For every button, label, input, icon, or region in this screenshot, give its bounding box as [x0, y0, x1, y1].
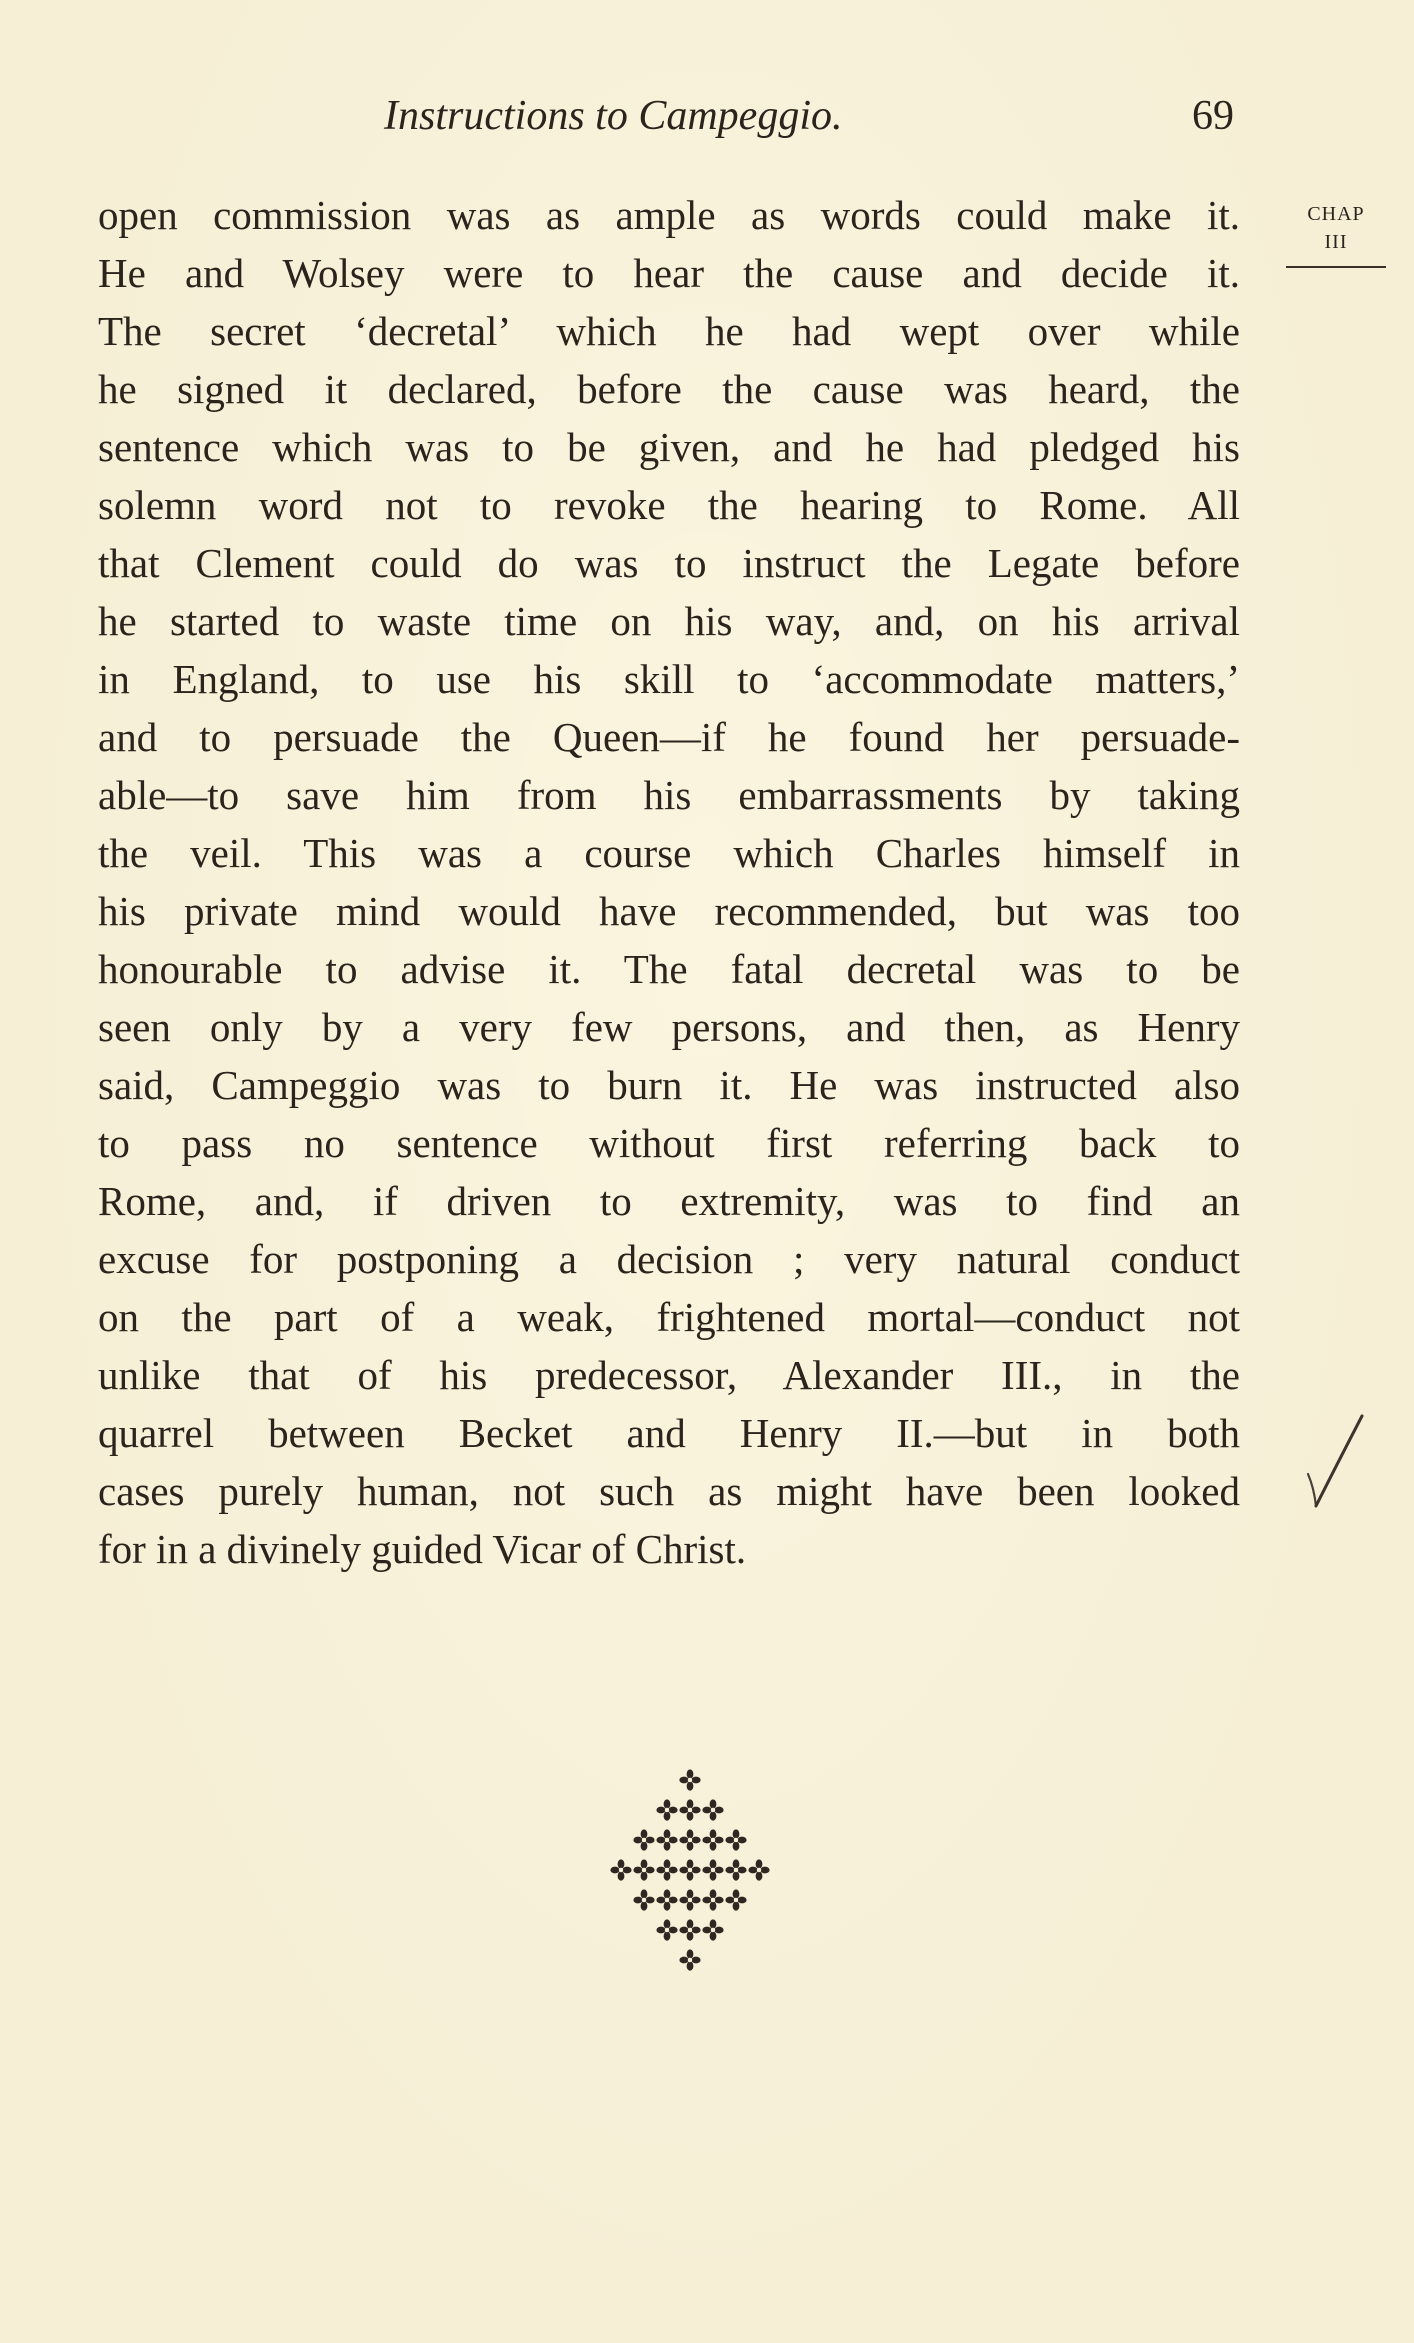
- pencil-check-mark-icon: [1304, 1410, 1374, 1510]
- fleuron-icon: [679, 1889, 700, 1910]
- chapter-marker: [1286, 202, 1386, 268]
- text-line: the veil. This was a course which Charles himself in: [98, 830, 1240, 876]
- fleuron-icon: [633, 1829, 654, 1850]
- text-line: that Clement could do was to instruct the Legate before: [98, 540, 1240, 586]
- text-line: for in a divinely guided Vicar of Christ.: [98, 1526, 747, 1572]
- fleuron-icon: [656, 1859, 677, 1880]
- text-line: in England, to use his skill to ‘accommodate matters,’: [98, 656, 1240, 702]
- text-line: his private mind would have recommended, but was too: [98, 888, 1240, 934]
- text-line: and to persuade the Queen—if he found her persuade-: [98, 714, 1240, 760]
- text-line: quarrel between Becket and Henry II.—but in both: [98, 1410, 1240, 1456]
- fleuron-icon: [633, 1889, 654, 1910]
- fleuron-icon: [725, 1859, 746, 1880]
- text-line: honourable to advise it. The fatal decretal was to be: [98, 946, 1240, 992]
- body-text: [98, 186, 1240, 1578]
- fleuron-icon: [656, 1799, 677, 1820]
- text-line: sentence which was to be given, and he had pledged his: [98, 424, 1240, 470]
- text-line: excuse for postponing a decision ; very natural conduct: [98, 1236, 1240, 1282]
- fleuron-icon: [679, 1949, 700, 1970]
- text-line: cases purely human, not such as might have been looked: [98, 1468, 1240, 1514]
- fleuron-icon: [702, 1889, 723, 1910]
- text-line: Rome, and, if driven to extremity, was to find an: [98, 1178, 1240, 1224]
- text-line: to pass no sentence without first referring back to: [98, 1120, 1240, 1166]
- text-line: open commission was as ample as words could make it.: [98, 192, 1240, 238]
- text-line: he started to waste time on his way, and, on his arrival: [98, 598, 1240, 644]
- fleuron-icon: [702, 1919, 723, 1940]
- running-head: [384, 86, 1234, 146]
- fleuron-icon: [610, 1859, 631, 1880]
- running-title: Instructions to Campeggio.: [384, 93, 843, 139]
- text-line: solemn word not to revoke the hearing to Rome. All: [98, 482, 1240, 528]
- fleuron-icon: [748, 1859, 769, 1880]
- chapter-label: CHAP: [1307, 203, 1365, 225]
- text-line: able—to save him from his embarrassments by taking: [98, 772, 1240, 818]
- fleuron-icon: [702, 1829, 723, 1850]
- text-line: he signed it declared, before the cause was heard, the: [98, 366, 1240, 412]
- fleuron-icon: [656, 1919, 677, 1940]
- chapter-rule: [1286, 266, 1386, 268]
- chapter-number: III: [1324, 231, 1348, 253]
- fleuron-icon: [656, 1829, 677, 1850]
- text-line: The secret ‘decretal’ which he had wept over while: [98, 308, 1240, 354]
- fleuron-icon: [702, 1799, 723, 1820]
- text-line: said, Campeggio was to burn it. He was instructed also: [98, 1062, 1240, 1108]
- fleuron-icon: [679, 1859, 700, 1880]
- page-number: 69: [1192, 93, 1234, 139]
- fleuron-icon: [679, 1829, 700, 1850]
- text-line: seen only by a very few persons, and then, as Henry: [98, 1004, 1240, 1050]
- text-line: unlike that of his predecessor, Alexander III., in the: [98, 1352, 1240, 1398]
- fleuron-icon: [702, 1859, 723, 1880]
- text-line: on the part of a weak, frightened mortal—conduct not: [98, 1294, 1240, 1340]
- fleuron-ornament: [580, 1760, 800, 2000]
- fleuron-icon: [633, 1859, 654, 1880]
- fleuron-icon: [679, 1919, 700, 1940]
- fleuron-icon: [725, 1829, 746, 1850]
- fleuron-icon: [725, 1889, 746, 1910]
- fleuron-icon: [679, 1769, 700, 1790]
- text-line: He and Wolsey were to hear the cause and decide it.: [98, 250, 1240, 296]
- fleuron-icon: [656, 1889, 677, 1910]
- fleuron-icon: [679, 1799, 700, 1820]
